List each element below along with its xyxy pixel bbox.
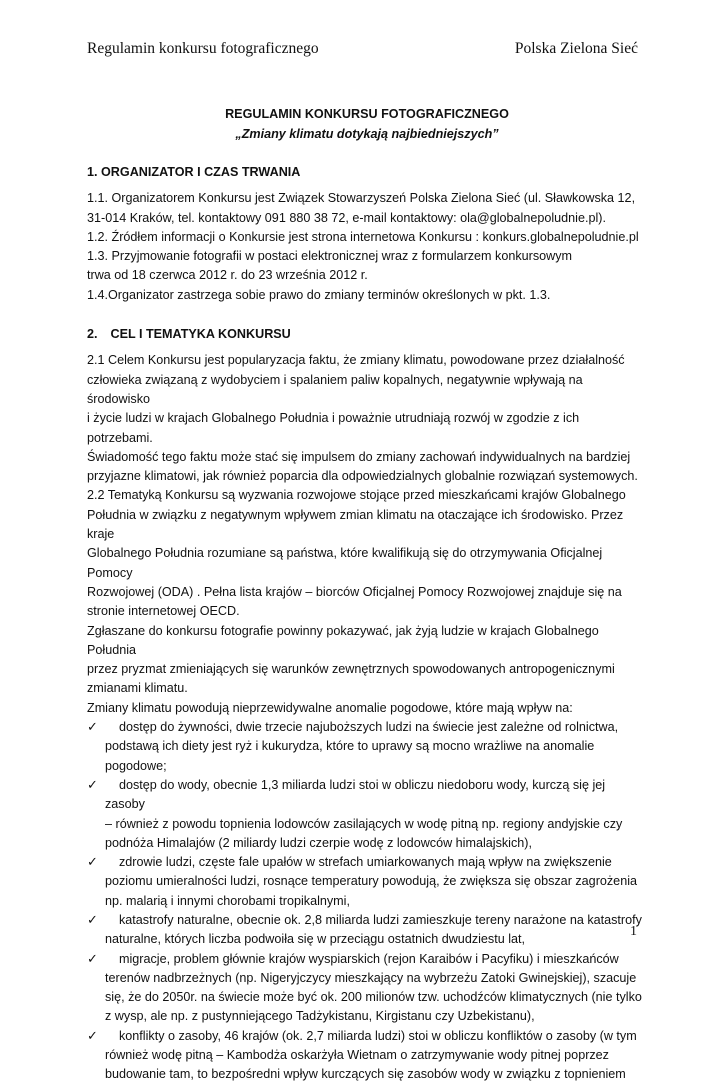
checklist-line: katastrofy naturalne, obecnie ok. 2,8 miliarda ludzi zamieszkuje tereny narażone na katastrofy: [119, 912, 642, 927]
section-2-line: 2.1 Celem Konkursu jest popularyzacja faktu, że zmiany klimatu, powodowane przez działalność: [87, 353, 625, 368]
checklist-item: [87, 718, 647, 776]
checklist-line: budowanie tam, to bezpośredni wpływ kurczących się zasobów wody w związku z topnieniem: [105, 1067, 626, 1082]
section-1-line: 1.2. Źródłem informacji o Konkursie jest strona internetowa Konkursu : konkurs.globalnepoludnie.pl: [87, 229, 639, 244]
checklist-line: poziomu umieralności ludzi, rosnące temperatury powodują, że zwiększa się obszar zagrożenia: [105, 874, 637, 889]
checklist-line: dostęp do wody, obecnie 1,3 miliarda ludzi stoi w obliczu niedoboru wody, kurczą się jej zasoby: [105, 777, 606, 812]
title-line-1: REGULAMIN KONKURSU FOTOGRAFICZNEGO: [225, 107, 509, 121]
checklist-item: [87, 776, 647, 853]
section-1-line: 1.3. Przyjmowanie fotografii w postaci elektronicznej wraz z formularzem konkursowym: [87, 249, 573, 264]
checkmark-icon: ✓: [87, 951, 98, 967]
section-2-line: stronie internetowej OECD.: [87, 604, 240, 619]
checklist-line: terenów nadbrzeżnych (np. Nigeryjczycy mieszkający na wybrzeżu Zatoki Gwinejskiej), szacuje: [105, 970, 637, 985]
section-2-line: Świadomość tego faktu może stać się impulsem do zmiany zachowań indywidualnych na bardziej: [87, 449, 631, 464]
section-2-line: zmianami klimatu.: [87, 681, 188, 696]
section-1-line: 1.4.Organizator zastrzega sobie prawo do zmiany terminów określonych w pkt. 1.3.: [87, 287, 551, 302]
checklist-line: np. malarią i innymi chorobami tropikalnymi,: [105, 893, 350, 908]
section-1-line: trwa od 18 czerwca 2012 r. do 23 września 2012 r.: [87, 268, 368, 283]
checklist-line: podstawą ich diety jest ryż i kukurydza, które to uprawy są mocno wrażliwe na anomalie: [105, 739, 595, 754]
checklist-item: [87, 1027, 647, 1085]
section-1-body: [87, 189, 647, 305]
section-2-number: 2.: [87, 327, 98, 342]
section-1-heading: 1. ORGANIZATOR I CZAS TRWANIA: [87, 165, 301, 179]
section-2-line: i życie ludzi w krajach Globalnego Południa i poważnie utrudniają rozwój w zgodzie z ich potrzebami.: [87, 411, 580, 445]
document-body: [87, 104, 647, 1085]
section-1-line: 1.1. Organizatorem Konkursu jest Związek Stowarzyszeń Polska Zielona Sieć (ul. Sławkowska 12,: [87, 191, 636, 206]
impact-checklist: [87, 718, 647, 1085]
section-2-title: CEL I TEMATYKA KONKURSU: [110, 327, 291, 342]
section-2-line: Zmiany klimatu powodują nieprzewidywalne anomalie pogodowe, które mają wpływ na:: [87, 700, 573, 715]
section-2-line: Południa w związku z negatywnym wpływem zmian klimatu na otaczające ich środowisko. Przez kraje: [87, 507, 624, 542]
section-2-heading: [87, 325, 647, 344]
checkmark-icon: ✓: [87, 720, 98, 736]
section-2-line: 2.2 Tematyką Konkursu są wyzwania rozwojowe stojące przed mieszkańcami krajów Globalnego: [87, 488, 626, 503]
section-1-line: 31-014 Kraków, tel. kontaktowy 091 880 38 72, e-mail kontaktowy: ola@globalnepoludnie.pl).: [87, 210, 606, 225]
header-left-title: Regulamin konkursu fotograficznego: [87, 40, 319, 57]
checklist-line: – również z powodu topnienia lodowców zasilających w wodę pitną np. regiony andyjskie czy: [105, 816, 623, 831]
checklist-line: naturalne, których liczba podwoiła się w przeciągu ostatnich dwudziestu lat,: [105, 932, 526, 947]
section-2-line: przyjazne klimatowi, jak również poparcia dla odpowiedzialnych globalnie rozwiązań systemowych.: [87, 469, 638, 484]
checklist-line: migracje, problem głównie krajów wyspiarskich (rejon Karaibów i Pacyfiku) i mieszkańców: [119, 951, 619, 966]
section-2-line: Rozwojowej (ODA) . Pełna lista krajów – biorców Oficjalnej Pomocy Rozwojowej znajduje się na: [87, 584, 622, 599]
page-number: 1: [630, 924, 637, 939]
checkmark-icon: ✓: [87, 1028, 98, 1044]
document-title: [87, 104, 647, 144]
checklist-line: dostęp do żywności, dwie trzecie najuboższych ludzi na świecie jest zależne od rolnictwa,: [119, 720, 619, 735]
checklist-line: się, że do 2050r. na świecie może być ok. 200 milionów tzw. uchodźców klimatycznych (nie tylko: [105, 990, 642, 1005]
checklist-line: zdrowie ludzi, częste fale upałów w strefach umiarkowanych mają wpływ na zwiększenie: [119, 855, 612, 870]
checklist-line: z wysp, ale np. z pustynniejącego Tadżykistanu, Kirgistanu czy Uzbekistanu),: [105, 1009, 535, 1024]
checklist-item: [87, 950, 647, 1027]
section-2-line: człowieka związaną z wydobyciem i spalaniem paliw kopalnych, negatywnie wpływają na środowisko: [87, 372, 583, 406]
section-2-line: Zgłaszane do konkursu fotografie powinny pokazywać, jak żyją ludzie w krajach Globalnego Południa: [87, 623, 599, 657]
checkmark-icon: ✓: [87, 777, 98, 793]
checklist-line: konflikty o zasoby, 46 krajów (ok. 2,7 miliarda ludzi) stoi w obliczu konfliktów o zasoby (w tym: [119, 1028, 637, 1043]
section-2-body: [87, 351, 647, 1084]
checkmark-icon: ✓: [87, 855, 98, 871]
title-line-2: „Zmiany klimatu dotykają najbiedniejszych”: [235, 127, 499, 141]
checklist-line: również wodę pitną – Kambodża oskarżyła Wietnam o zatrzymywanie wody pitnej poprzez: [105, 1048, 609, 1063]
section-2-line: Globalnego Południa rozumiane są państwa, które kwalifikują się do otrzymywania Oficjalnej Pomocy: [87, 546, 603, 580]
section-2-line: przez pryzmat zmieniających się warunków zewnętrznych spowodowanych antropogenicznymi: [87, 662, 615, 677]
header-right-title: Polska Zielona Sieć: [514, 40, 638, 57]
page-header: [87, 40, 638, 64]
checklist-line: pogodowe;: [105, 758, 167, 773]
checkmark-icon: ✓: [87, 912, 98, 928]
checklist-line: podnóża Himalajów (2 miliardy ludzi czerpie wodę z lodowców himalajskich),: [105, 835, 532, 850]
checklist-item: [87, 853, 647, 911]
checklist-item: [87, 911, 647, 950]
